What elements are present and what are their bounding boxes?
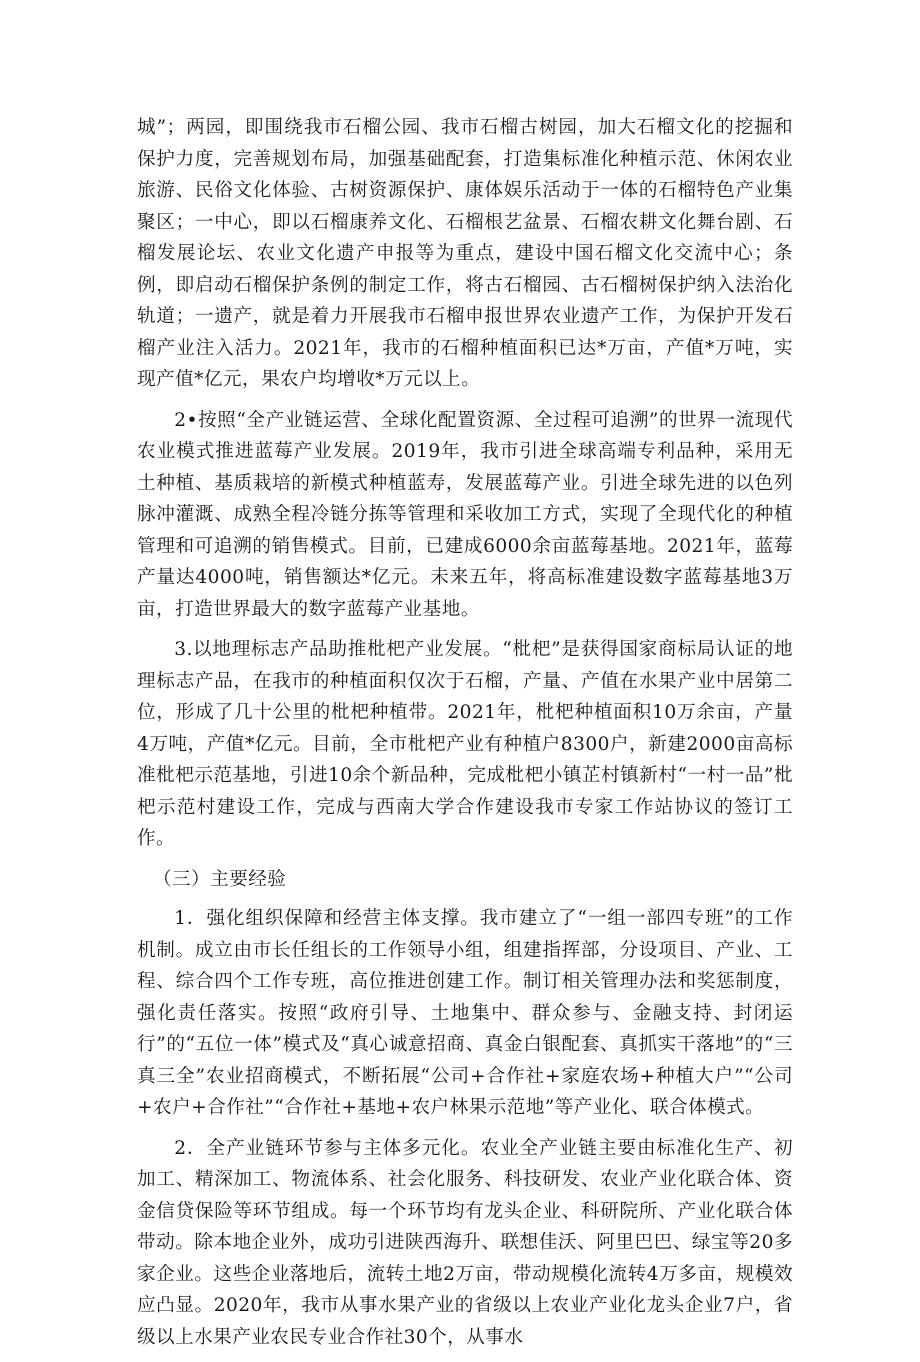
paragraph-pomegranate-culture: 城”；两园，即围绕我市石榴公园、我市石榴古树园，加大石榴文化的挖掘和保护力度，完善规划布局，加强基础配套，打造集标准化种植示范、休闲农业旅游、民俗文化体验、古树资源保护、康体娱乐活动于一体的石榴特色产业集聚区；一中心，即以石榴康养文化、石榴根艺盆景、石榴农耕文化舞台剧、石榴发展论坛、农业文化遗产申报等为重点，建设中国石榴文化交流中心；条例，即启动石榴保护条例的制定工作，将古石榴园、古石榴树保护纳入法治化轨道；一遗产，就是着力开展我市石榴申报世界农业遗产工作，为保护开发石榴产业注入活力。2021年，我市的石榴种植面积已达*万亩，产值*万吨，实现产值*亿元，果农户均增收*万元以上。 [137,117,793,390]
paragraph-blueberry-industry: 2•按照“全产业链运营、全球化配置资源、全过程可追溯”的世界一流现代农业模式推进蓝莓产业发展。2019年，我市引进全球高端专利品种，采用无土种植、基质栽培的新模式种植蓝寿，发展蓝莓产业。引进全球先进的以色列脉冲灌溉、成熟全程冷链分拣等管理和采收加工方式，实现了全现代化的种植管理和可追溯的销售模式。目前，已建成6000余亩蓝莓基地。2021年，蓝莓产量达4000吨，销售额达*亿元。未来五年，将高标准建设数字蓝莓基地3万亩，打造世界最大的数字蓝莓产业基地。 [137,409,793,620]
paragraph-loquat-industry: 3.以地理标志产品助推枇杷产业发展。“枇杷”是获得国家商标局认证的地理标志产品，在我市的种植面积仅次于石榴，产量、产值在水果产业中居第二位，形成了几十公里的枇杷种植带。2021年，枇杷种植面积10万余亩，产量4万吨，产值*亿元。目前，全市枇杷产业有种植户8300户，新建2000亩高标准枇杷示范基地，引进10余个新品种，完成枇杷小镇芷村镇新村“一村一品”枇杷示范村建设工作，完成与西南大学合作建设我市专家工作站协议的签订工作。 [137,639,793,849]
document-page [137,112,793,1362]
paragraph-organizational-support: 1．强化组织保障和经营主体支撑。我市建立了“一组一部四专班”的工作机制。成立由市长任组长的工作领导小组，组建指挥部，分设项目、产业、工程、综合四个工作专班，高位推进创建工作。制订相关管理办法和奖惩制度，强化责任落实。按照“政府引导、土地集中、群众参与、金融支持、封闭运行”的“五位一体”模式及“真心诚意招商、真金白银配套、真抓实干落地”的“三真三全”农业招商模式，不断拓展“公司+合作社+家庭农场+种植大户”“公司+农户+合作社”“合作社+基地+农户林果示范地”等产业化、联合体模式。 [137,908,793,1118]
section-heading-main-experience: （三）主要经验 [153,868,287,890]
paragraph-diversified-participants: 2．全产业链环节参与主体多元化。农业全产业链主要由标准化生产、初加工、精深加工、物流体系、社会化服务、科技研发、农业产业化联合体、资金信贷保险等环节组成。每一个环节均有龙头企业、科研院所、产业化联合体带动。除本地企业外，成功引进陕西海升、联想佳沃、阿里巴巴、绿宝等20多家企业。这些企业落地后，流转土地2万亩，带动规模化流转4万多亩，规模效应凸显。2020年，我市从事水果产业的省级以上农业产业化龙头企业7户，省级以上水果产业农民专业合作社30个，从事水 [137,1137,793,1348]
